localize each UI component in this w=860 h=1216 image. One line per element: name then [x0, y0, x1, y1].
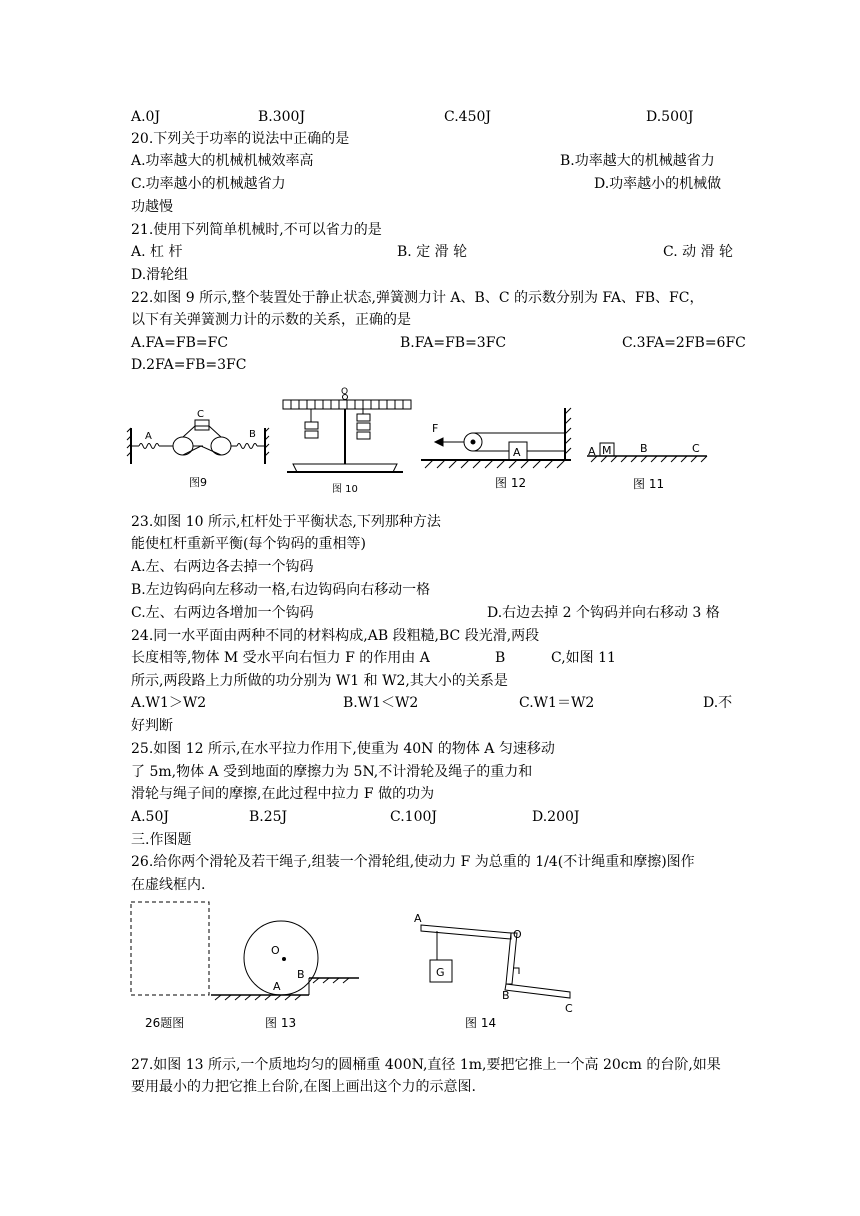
- figure-row-9-10-12-11: [125, 384, 725, 499]
- section-heading: 三.作图题: [131, 832, 192, 848]
- fig12-label-f: F: [432, 422, 439, 435]
- q24-option-d: D.不: [703, 695, 733, 711]
- q25-option-a: A.50J: [131, 809, 169, 825]
- q20-option-d-cont: 功越慢: [131, 199, 173, 215]
- q21-stem: 21.使用下列简单机械时,不可以省力的是: [131, 222, 382, 238]
- fig9-label-b: B: [249, 429, 256, 440]
- q24-stem: 24.同一水平面由两种不同的材料构成,AB 段粗糙,BC 段光滑,两段: [131, 628, 540, 644]
- q21-option-c: C. 动 滑 轮: [663, 244, 734, 260]
- q27-stem: 27.如图 13 所示,一个质地均匀的圆桶重 400N,直径 1m,要把它推上一个高 20cm 的台阶,如果: [131, 1057, 721, 1073]
- q20-option-b: B.功率越大的机械越省力: [560, 153, 715, 169]
- q19-option-d: D.500J: [646, 109, 694, 125]
- q27-stem-cont: 要用最小的力把它推上台阶,在图上画出这个力的示意图.: [131, 1079, 476, 1095]
- figure-9-caption: 图9: [189, 476, 207, 489]
- q25-option-b: B.25J: [249, 809, 288, 825]
- q26-stem-cont: 在虚线框内.: [131, 877, 206, 893]
- fig14-label-c: C: [565, 1002, 573, 1015]
- fig11-label-b: B: [640, 442, 648, 455]
- q24-stem-cont: 长度相等,物体 M 受水平向右恒力 F 的作用由 A: [131, 650, 430, 666]
- fig11-label-c: C: [692, 442, 700, 455]
- q22-option-b: B.FA=FB=3FC: [400, 335, 507, 351]
- q23-option-a: A.左、右两边各去掉一个钩码: [131, 559, 314, 575]
- q22-option-a: A.FA=FB=FC: [131, 335, 229, 351]
- fig9-label-c: C: [197, 409, 204, 420]
- q24-stem-point-c: C,如图 11: [551, 650, 616, 666]
- q24-stem-point-b: B: [495, 650, 506, 666]
- q26-stem: 26.给你两个滑轮及若干绳子,组装一个滑轮组,使动力 F 为总重的 1/4(不计绳重和摩擦)图作: [131, 854, 695, 870]
- q23-option-d: D.右边去掉 2 个钩码并向右移动 3 格: [487, 605, 720, 621]
- q22-option-d: D.2FA=FB=3FC: [131, 357, 247, 373]
- fig13-label-b: B: [297, 968, 305, 981]
- fig11-label-a: A: [588, 445, 596, 458]
- fig14-label-g: G: [436, 966, 445, 979]
- q23-option-c: C.左、右两边各增加一个钩码: [131, 605, 314, 621]
- q21-option-a: A. 杠 杆: [131, 244, 183, 260]
- figure-26-caption: 26题图: [145, 1016, 185, 1030]
- q23-stem-cont: 能使杠杆重新平衡(每个钩码的重相等): [131, 536, 366, 552]
- q23-stem: 23.如图 10 所示,杠杆处于平衡状态,下列那种方法: [131, 514, 441, 530]
- figure-12-caption: 图 12: [495, 476, 527, 490]
- fig13-label-o: O: [271, 944, 280, 957]
- figure-9-diagram: [127, 420, 269, 464]
- q20-option-a: A.功率越大的机械机械效率高: [131, 153, 314, 169]
- q25-stem: 25.如图 12 所示,在水平拉力作用下,使重为 40N 的物体 A 匀速移动: [131, 741, 555, 757]
- q19-option-c: C.450J: [444, 109, 491, 125]
- fig11-label-m: M: [602, 444, 612, 457]
- q24-option-a: A.W1＞W2: [131, 695, 207, 711]
- q21-option-d: D.滑轮组: [131, 267, 189, 283]
- q25-option-c: C.100J: [390, 809, 437, 825]
- fig10-label-o: O: [341, 387, 349, 397]
- fig13-label-a: A: [273, 980, 281, 993]
- q25-option-d: D.200J: [532, 809, 580, 825]
- q22-stem-cont: 以下有关弹簧测力计的示数的关系，正确的是: [131, 312, 411, 328]
- answer-dashed-box: [131, 902, 209, 995]
- q20-option-d: D.功率越小的机械做: [594, 176, 722, 192]
- q25-stem-cont-2: 滑轮与绳子间的摩擦,在此过程中拉力 F 做的功为: [131, 786, 435, 802]
- figure-14-caption: 图 14: [465, 1016, 497, 1030]
- q20-stem: 20.下列关于功率的说法中正确的是: [131, 131, 350, 147]
- figure-13-diagram: [211, 921, 359, 1000]
- q24-option-b: B.W1＜W2: [343, 695, 419, 711]
- q23-option-b: B.左边钩码向左移动一格,右边钩码向右移动一格: [131, 582, 431, 598]
- figure-row-26-13-14: [125, 896, 595, 1036]
- q22-option-c: C.3FA=2FB=6FC: [622, 335, 746, 351]
- q24-stem-cont-2: 所示,两段路上力所做的功分别为 W1 和 W2,其大小的关系是: [131, 673, 508, 689]
- q22-stem: 22.如图 9 所示,整个装置处于静止状态,弹簧测力计 A、B、C 的示数分别为 FA、FB、FC，: [131, 290, 704, 306]
- figure-10-diagram: [283, 395, 411, 473]
- q25-stem-cont: 了 5m,物体 A 受到地面的摩擦力为 5N,不计滑轮及绳子的重力和: [131, 764, 533, 780]
- fig12-label-a: A: [513, 446, 521, 459]
- figure-10-caption: 图 10: [332, 484, 358, 495]
- figure-13-caption: 图 13: [265, 1016, 297, 1030]
- q19-option-a: A.0J: [131, 109, 161, 125]
- fig14-label-a: A: [414, 912, 422, 925]
- figure-12-diagram: [421, 408, 571, 468]
- fig14-label-b: B: [502, 989, 510, 1002]
- fig14-label-o: O: [513, 928, 522, 941]
- q20-option-c: C.功率越小的机械越省力: [131, 176, 286, 192]
- q21-option-b: B. 定 滑 轮: [397, 244, 468, 260]
- q24-option-c: C.W1＝W2: [519, 695, 595, 711]
- fig9-label-a: A: [145, 431, 152, 442]
- q19-option-b: B.300J: [258, 109, 306, 125]
- q24-option-d-cont: 好判断: [131, 718, 173, 734]
- figure-11-caption: 图 11: [633, 477, 665, 491]
- figure-14-diagram: [421, 925, 570, 998]
